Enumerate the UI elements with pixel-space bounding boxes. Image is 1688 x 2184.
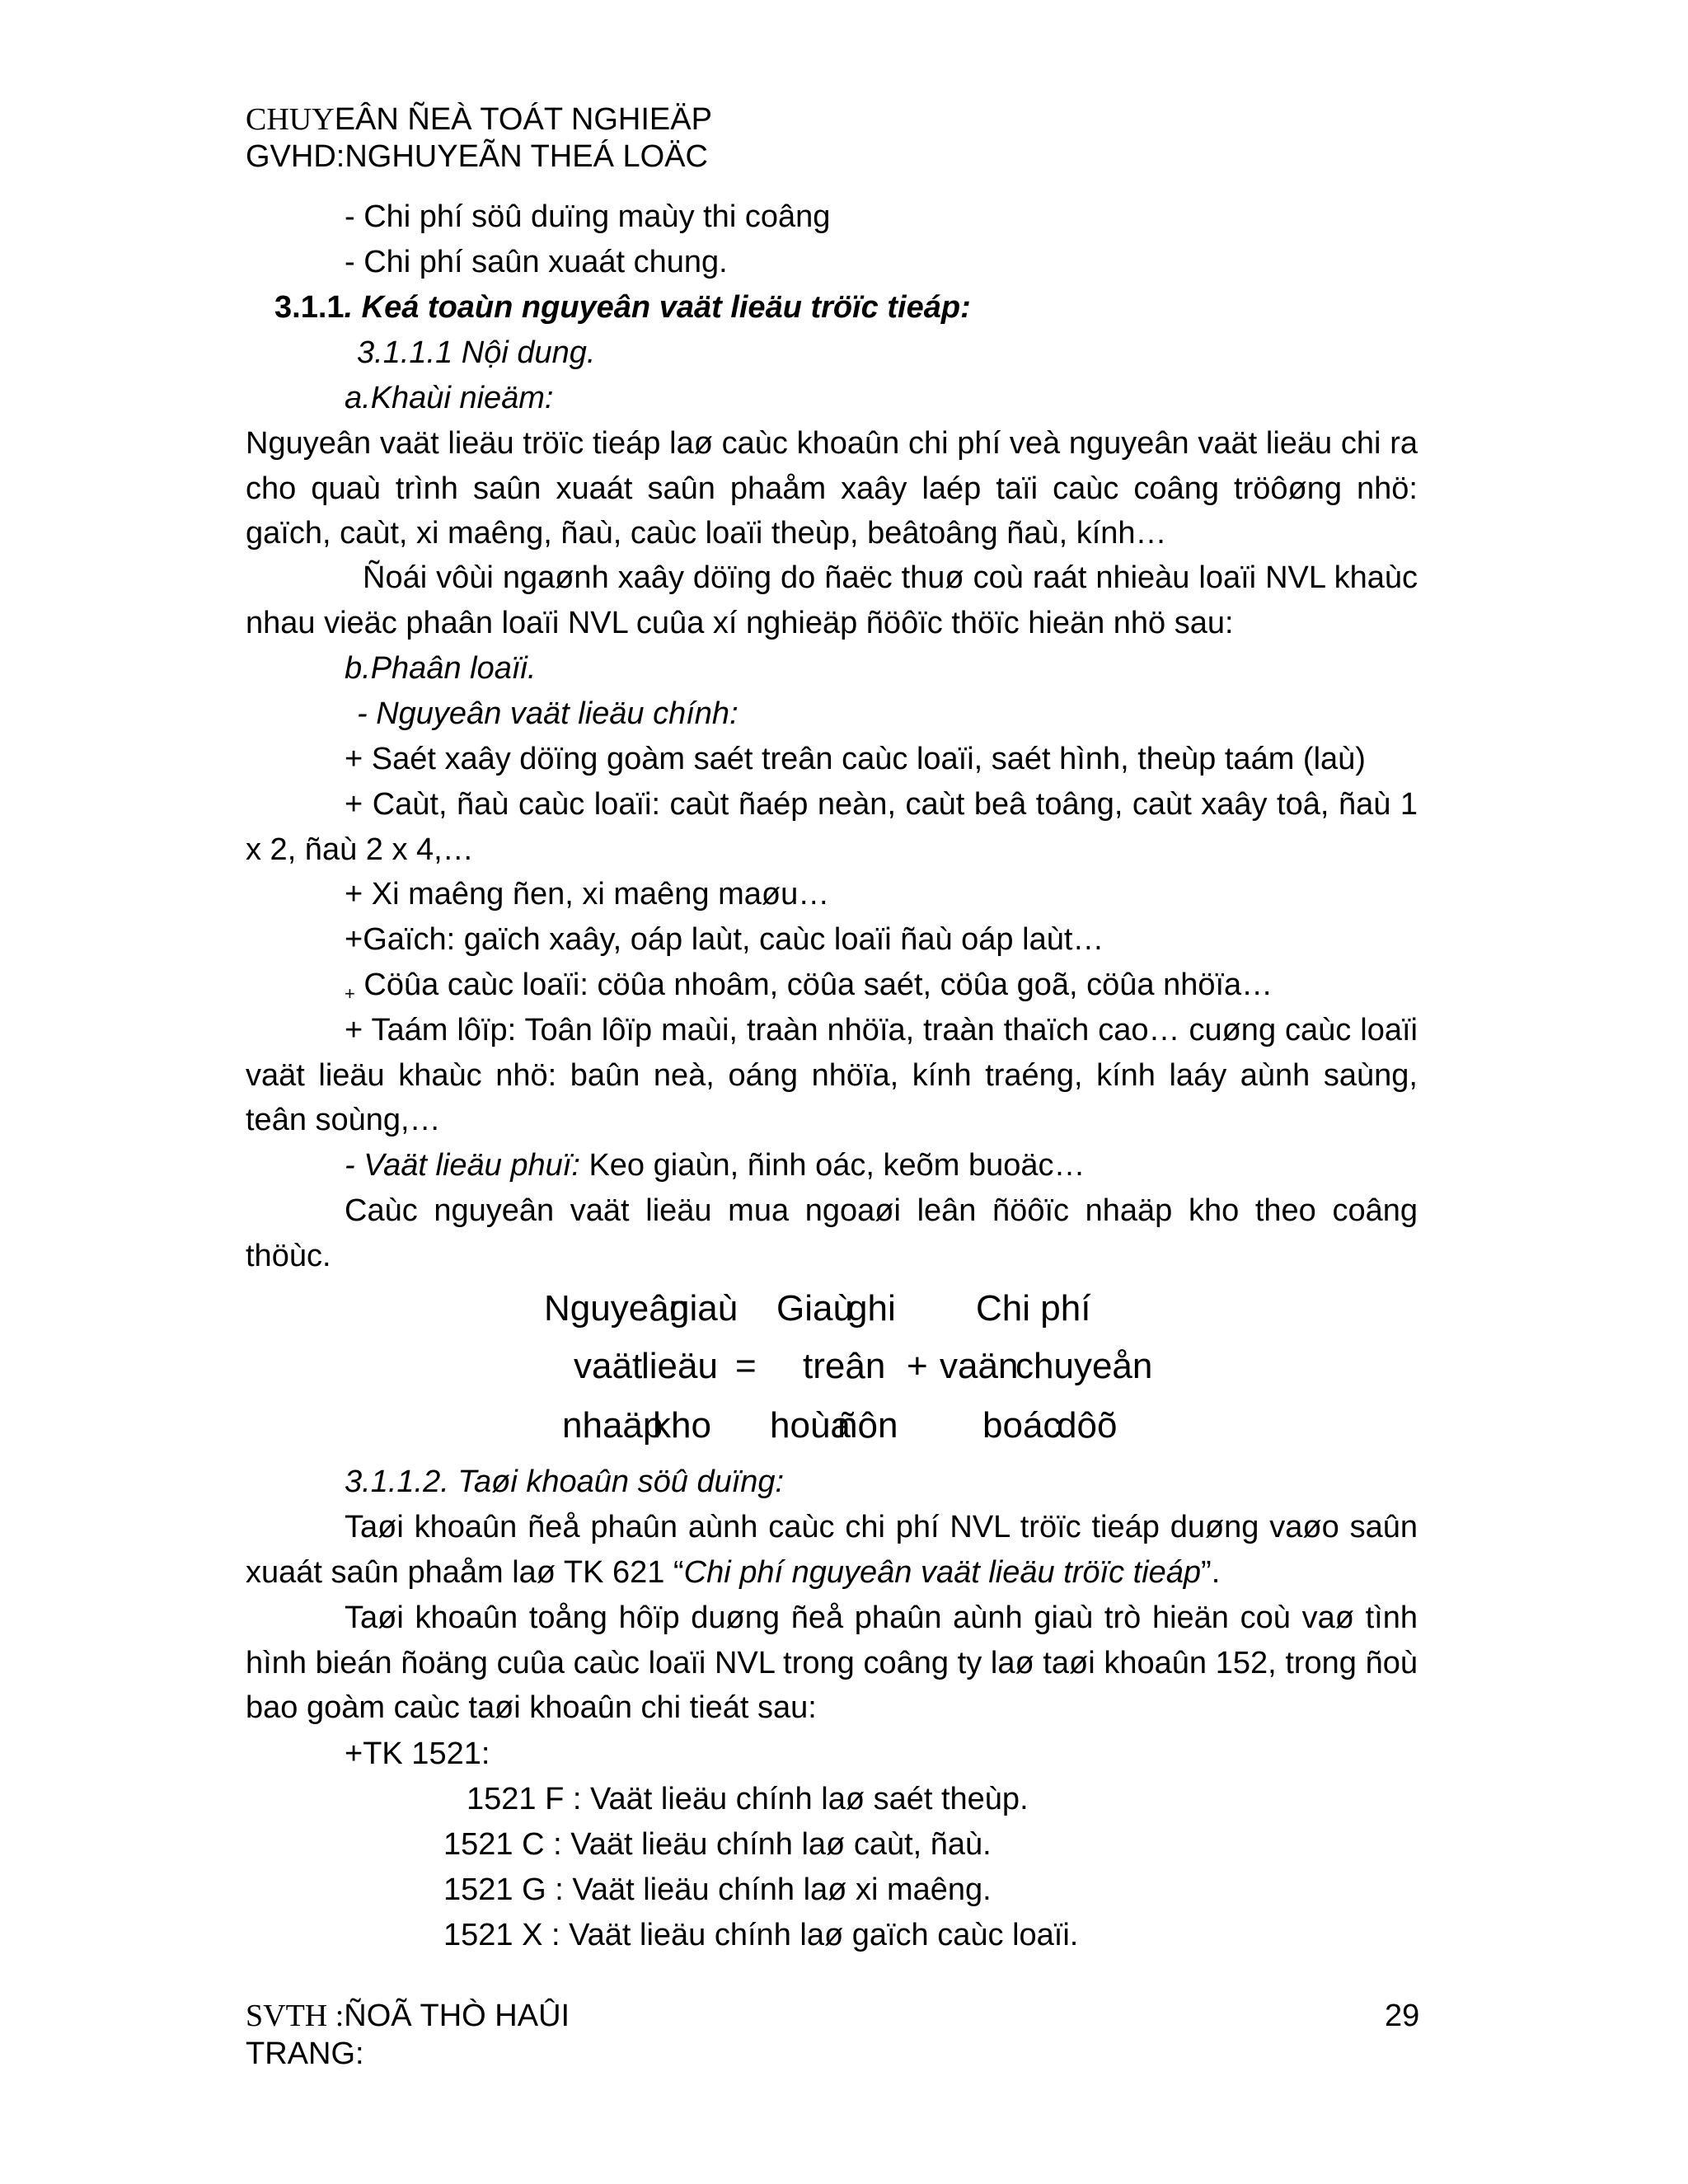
paragraph-account-152: Taøi khoaûn toång hôïp duøng ñeå phaûn aùnh giaù trò hieän coù vaø tình hình bieán ñoäng cuûa caùc loaïi NVL trong coâng ty laø taøi khoaûn 152, trong ñoù bao goàm caùc taøi khoaûn chi tieát sau:: [246, 1601, 1418, 1725]
header-title-prefix: CHUY: [246, 102, 335, 137]
header-supervisor: GVHD:NGHUYEÃN THEÁ LOÄC: [246, 139, 708, 174]
formula-r2c4: vaän: [940, 1346, 1019, 1386]
concept-heading: a.Khaùi nieäm:: [345, 381, 554, 415]
tk-1521-f: 1521 F : Vaät lieäu chính laø saét theùp.: [467, 1782, 1029, 1816]
formula-r1c4: ghi: [847, 1288, 896, 1329]
formula-r3c2: kho: [653, 1405, 711, 1446]
section-heading-number: 3.1.1: [274, 290, 345, 325]
tk-1521-g: 1521 G : Vaät lieäu chính laø xi maêng.: [443, 1872, 992, 1907]
item-brick: +Gaïch: gaïch xaây, oáp laùt, caùc loaïi ñaù oáp laùt…: [345, 922, 1104, 957]
section-heading: [274, 285, 971, 330]
subsection-accounts: 3.1.1.2. Taøi khoaûn söû duïng:: [345, 1465, 785, 1499]
footer-page-label: TRANG:: [246, 2036, 364, 2071]
paragraph-account-621: [246, 1505, 1418, 1595]
formula-plus: +: [907, 1346, 928, 1386]
item-door-text: Cöûa caùc loaïi: cöûa nhoâm, cöûa saét, cöûa goã, cöûa nhöïa…: [354, 968, 1273, 1002]
para-621-italic: Chi phí nguyeân vaät lieäu tröïc tieáp: [683, 1554, 1202, 1590]
bullet-general-cost: - Chi phí saûn xuaát chung.: [345, 245, 728, 279]
formula-r1c3: Giaù: [776, 1288, 853, 1329]
formula-r2c2: lieäu: [641, 1346, 718, 1386]
para-621-text-a: Taøi khoaûn ñeå phaûn aùnh caùc chi phí NVL tröïc tieáp duøng vaøo saûn xuaát saûn phaåm laø TK 621 “: [246, 1510, 1418, 1590]
formula-equals: =: [735, 1346, 757, 1386]
formula-r1c1: Nguyeân: [544, 1288, 690, 1329]
item-sand-stone: + Caùt, ñaù caùc loaïi: caùt ñaép neàn, caùt beâ toâng, caùt xaây toâ, ñaù 1 x 2, ñaù 2 x 4,…: [246, 787, 1418, 867]
main-materials-heading: - Nguyeân vaät lieäu chính:: [357, 696, 738, 731]
formula-r2c1: vaät: [574, 1346, 643, 1386]
item-steel: + Saét xaây döïng goàm saét treân caùc loaïi, saét hình, theùp taám (laù): [345, 742, 1366, 776]
sub-materials-label: - Vaät lieäu phuï:: [345, 1148, 580, 1183]
sub-materials: [345, 1143, 1085, 1188]
formula-r3c3: hoùa: [770, 1405, 851, 1446]
section-heading-text: . Keá toaùn nguyeân vaät lieäu tröïc tieáp:: [344, 290, 971, 325]
item-roofing-sheet: + Taám lôïp: Toân lôïp maùi, traàn nhöïa, traàn thaïch cao… cuøng caùc loaïi vaät lieäu khaùc nhö: baûn neà, oáng nhöïa, kính traéng, kính laáy aùnh saùng, teân soùng,…: [246, 1013, 1418, 1137]
formula-r2c3: treân: [803, 1346, 886, 1386]
header-title-rest: EÂN ÑEÀ TOÁT NGHIEÄP: [334, 102, 712, 137]
paragraph-definition: Nguyeân vaät lieäu tröïc tieáp laø caùc khoaûn chi phí veà nguyeân vaät lieäu chi ra cho quaù trình saûn xuaát saûn phaåm xaây laép taïi caùc coâng tröôøng nhö: gaïch, caùt, xi maêng, ñaù, caùc loaïi theùp, beâtoâng ñaù, kính…: [246, 426, 1418, 551]
formula-r3c5: boác: [982, 1405, 1062, 1446]
tk-1521-heading: +TK 1521:: [345, 1736, 490, 1771]
paragraph-purchase-formula: Caùc nguyeân vaät lieäu mua ngoaøi leân ñöôïc nhaäp kho theo coâng thöùc.: [246, 1193, 1418, 1273]
classification-heading: b.Phaân loaïi.: [345, 651, 537, 686]
para-621-text-b: ”.: [1201, 1554, 1221, 1590]
subsection-content: 3.1.1.1 Nội dung.: [357, 335, 596, 370]
formula-r1c2: giaù: [669, 1288, 738, 1329]
formula-r3c1: nhaäp: [562, 1405, 663, 1446]
tk-1521-c: 1521 C : Vaät lieäu chính laø caùt, ñaù.: [443, 1827, 992, 1862]
bullet-machine-cost: - Chi phí söû duïng maùy thi coâng: [345, 199, 831, 234]
formula-r2c5: chuyeån: [1015, 1346, 1153, 1386]
formula-r3c6: dôõ: [1057, 1405, 1118, 1446]
item-door-plus: +: [345, 983, 355, 1004]
formula-r1c5: Chi phí: [976, 1288, 1091, 1329]
item-cement: + Xi maêng ñen, xi maêng maøu…: [345, 877, 830, 912]
paragraph-classification-intro: Ñoái vôùi ngaønh xaây döïng do ñaëc thuø coù raát nhieàu loaïi NVL khaùc nhau vieäc phaân loaïi NVL cuûa xí nghieäp ñöôïc thöïc hieän nhö sau:: [246, 560, 1418, 640]
tk-1521-x: 1521 X : Vaät lieäu chính laø gaïch caùc loaïi.: [443, 1918, 1079, 1952]
footer-student-prefix: SVTH :: [246, 1999, 345, 2033]
footer-student-name: ÑOÃ THÒ HAÛI: [344, 1999, 570, 2033]
formula-r3c4: ñôn: [837, 1405, 898, 1446]
sub-materials-text: Keo giaùn, ñinh oác, keõm buoäc…: [579, 1148, 1085, 1183]
footer-page-number: 29: [1385, 1999, 1420, 2033]
